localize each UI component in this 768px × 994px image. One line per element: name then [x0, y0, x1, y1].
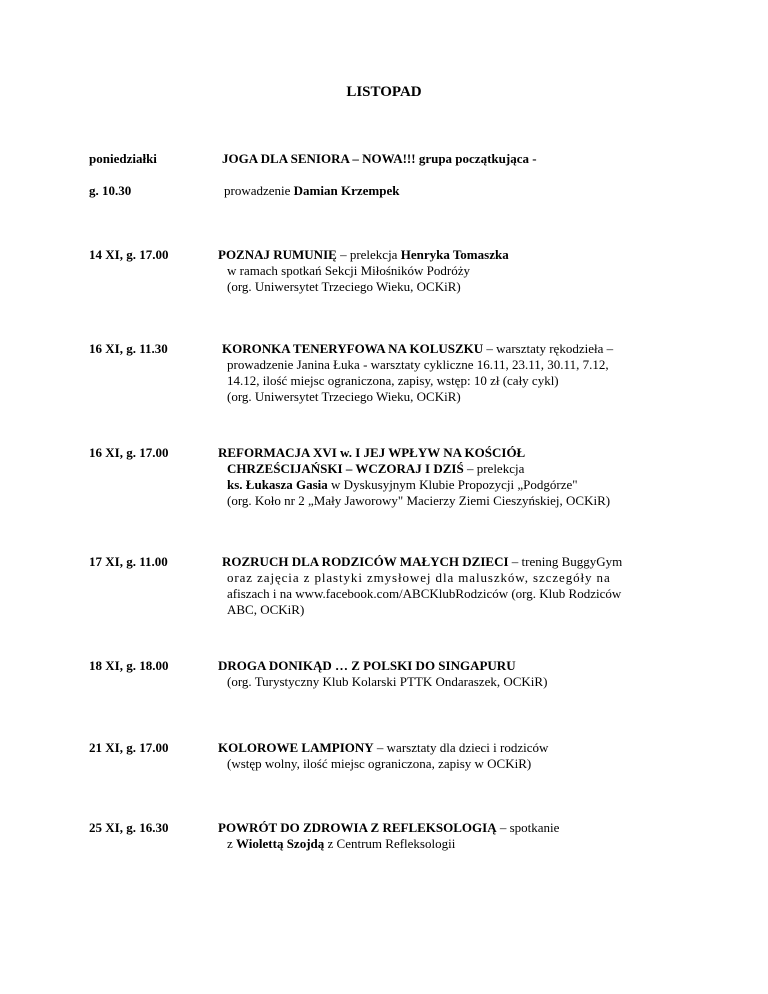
event-text: – warsztaty rękodzieła – — [483, 341, 614, 356]
event-title: KORONKA TENERYFOWA NA KOLUSZKU — [222, 341, 484, 356]
event-date: 18 XI, g. 18.00 — [89, 658, 169, 673]
event-text: – prelekcja — [336, 247, 401, 262]
event-host: Wiolettą Szojdą — [236, 836, 325, 851]
event-date: 16 XI, g. 11.30 — [89, 341, 168, 356]
event-text: (wstęp wolny, ilość miejsc ograniczona, zapisy w OCKiR) — [227, 756, 532, 771]
event-title: CHRZEŚCIJAŃSKI – WCZORAJ I DZIŚ — [227, 461, 464, 476]
event-organizer: ABC, OCKiR) — [227, 602, 305, 617]
event-description — [218, 658, 688, 690]
event-date: 17 XI, g. 11.00 — [89, 554, 168, 569]
event-title: REFORMACJA XVI w. I JEJ WPŁYW NA KOŚCIÓŁ — [218, 445, 526, 460]
event-text: w Dyskusyjnym Klubie Propozycji „Podgórze" — [327, 477, 578, 492]
event-text: 14.12, ilość miejsc ograniczona, zapisy, wstęp: 10 zł (cały cykl) — [227, 373, 559, 388]
event-description — [218, 740, 688, 772]
event-date: 14 XI, g. 17.00 — [89, 247, 169, 262]
event-text: prowadzenie — [224, 183, 294, 198]
event-date: 16 XI, g. 17.00 — [89, 445, 169, 460]
event-text: z — [227, 836, 237, 851]
event-date: g. 10.30 — [89, 183, 132, 198]
event-title: ROZRUCH DLA RODZICÓW MAŁYCH DZIECI — [222, 554, 509, 569]
event-title: DROGA DONIKĄD … Z POLSKI DO SINGAPURU — [218, 658, 516, 673]
event-organizer: (org. Uniwersytet Trzeciego Wieku, OCKiR) — [227, 279, 461, 294]
event-text: – trening BuggyGym — [508, 554, 623, 569]
event-title: KOLOROWE LAMPIONY — [218, 740, 374, 755]
event-host: Damian Krzempek — [293, 183, 400, 198]
event-description — [218, 341, 688, 405]
event-date: poniedziałki — [89, 151, 157, 166]
event-description — [218, 183, 688, 199]
event-organizer: (org. Koło nr 2 „Mały Jaworowy" Macierzy Ziemi Cieszyńskiej, OCKiR) — [227, 493, 611, 508]
event-description — [218, 151, 688, 167]
event-title: JOGA DLA SENIORA – NOWA!!! grupa początkująca - — [222, 151, 537, 166]
event-organizer: (org. Turystyczny Klub Kolarski PTTK Ondaraszek, OCKiR) — [227, 674, 548, 689]
event-text: w ramach spotkań Sekcji Miłośników Podróży — [227, 263, 470, 278]
event-date: 25 XI, g. 16.30 — [89, 820, 169, 835]
event-date: 21 XI, g. 17.00 — [89, 740, 169, 755]
event-text: afiszach i na www.facebook.com/ABCKlubRodziców (org. Klub Rodziców — [227, 586, 622, 601]
page-title: LISTOPAD — [346, 84, 422, 100]
event-text: prowadzenie Janina Łuka - warsztaty cykliczne 16.11, 23.11, 30.11, 7.12, — [227, 357, 609, 372]
event-text: z Centrum Refleksologii — [324, 836, 456, 851]
event-organizer: (org. Uniwersytet Trzeciego Wieku, OCKiR) — [227, 389, 461, 404]
event-description — [218, 247, 688, 295]
event-title: POWRÓT DO ZDROWIA Z REFLEKSOLOGIĄ — [218, 820, 497, 835]
event-text: oraz zajęcia z plastyki zmysłowej dla maluszków, szczegóły na — [227, 570, 611, 585]
event-host: ks. Łukasza Gasia — [227, 477, 328, 492]
event-text: – prelekcja — [463, 461, 525, 476]
event-text: – spotkanie — [496, 820, 560, 835]
event-title: POZNAJ RUMUNIĘ — [218, 247, 337, 262]
event-description — [218, 445, 688, 509]
event-host: Henryka Tomaszka — [400, 247, 509, 262]
event-description — [218, 554, 688, 618]
event-description — [218, 820, 688, 852]
event-text: – warsztaty dla dzieci i rodziców — [373, 740, 549, 755]
